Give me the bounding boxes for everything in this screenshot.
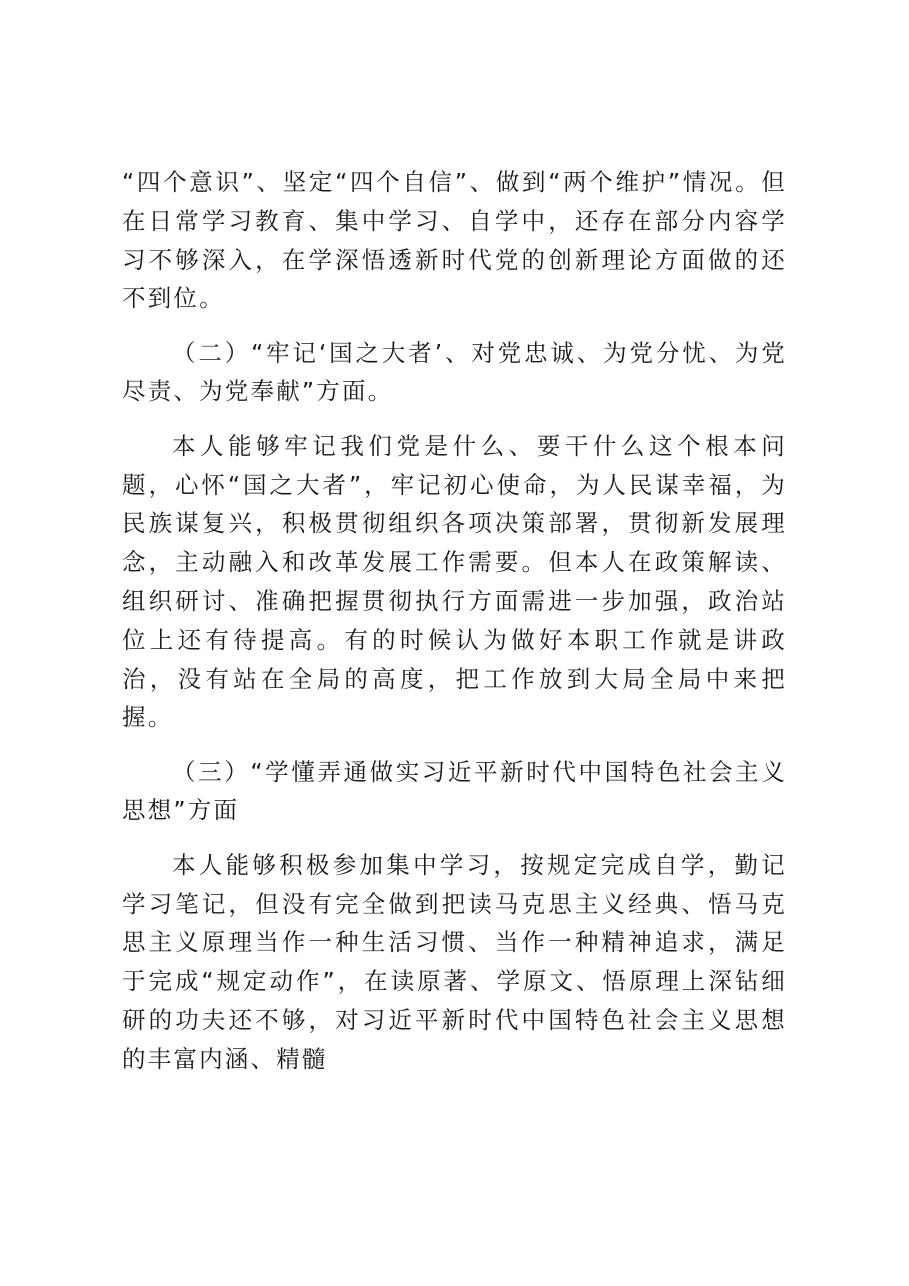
document-body (122, 163, 787, 1094)
paragraph-continuation: “四个意识”、坚定“四个自信”、做到“两个维护”情况。但在日常学习教育、集中学习、自学中，还存在部分内容学习不够深入，在学深悟透新时代党的创新理论方面做的还不到位。 (122, 168, 787, 313)
paragraph-section-3-body: 本人能够积极参加集中学习，按规定完成自学，勤记学习笔记，但没有完全做到把读马克思主义经典、悟马克思主义原理当作一种生活习惯、当作一种精神追求，满足于完成“规定动作”，在读原著、学原文、悟原理上深钻细研的功夫还不够，对习近平新时代中国特色社会主义思想的丰富内涵、精髓 (122, 850, 787, 1073)
paragraph-section-2-body: 本人能够牢记我们党是什么、要干什么这个根本问题，心怀“国之大者”，牢记初心使命，为人民谋幸福，为民族谋复兴，积极贯彻组织各项决策部署，贯彻新发展理念，主动融入和改革发展工作需要。但本人在政策解读、组织研讨、准确把握贯彻执行方面需进一步加强，政治站位上还有待提高。有的时候认为做好本职工作就是讲政治，没有站在全局的高度，把工作放到大局全局中来把握。 (122, 431, 787, 732)
section-heading-2: （二）“牢记‘国之大者’、对党忠诚、为党分忧、为党尽责、为党奉献”方面。 (122, 338, 787, 406)
section-heading-3: （三）“学懂弄通做实习近平新时代中国特色社会主义思想”方面 (122, 757, 787, 825)
